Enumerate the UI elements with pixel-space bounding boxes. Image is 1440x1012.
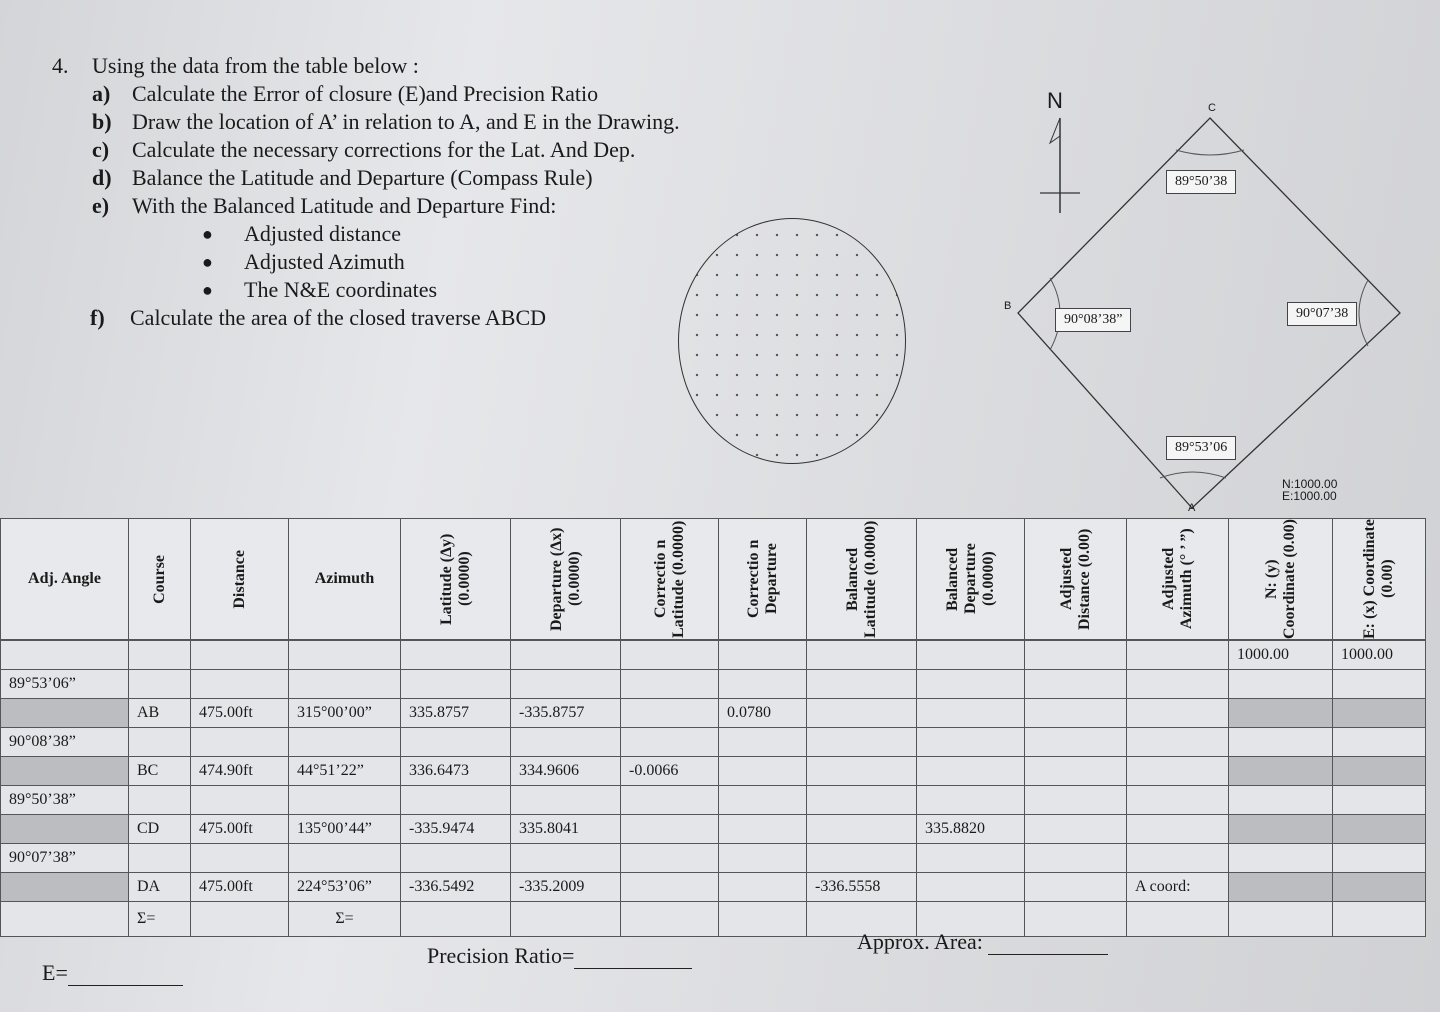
error-closure-answer xyxy=(42,960,183,986)
table-cell xyxy=(1229,757,1333,786)
header-text: Course xyxy=(150,554,168,604)
question-item xyxy=(92,108,752,136)
table-cell xyxy=(917,641,1025,670)
table-cell xyxy=(191,641,289,670)
table-cell xyxy=(401,641,511,670)
table-cell xyxy=(1,641,129,670)
lat-cell: 336.6473 xyxy=(401,757,511,786)
area-label: Approx. Area: xyxy=(857,929,983,954)
traverse-diagram xyxy=(1000,88,1420,518)
precision-blank[interactable] xyxy=(574,968,692,969)
table-cell xyxy=(1333,786,1426,815)
note-cell: A coord: xyxy=(1127,873,1229,902)
angle-arc-a xyxy=(1160,472,1226,478)
table-cell xyxy=(1229,728,1333,757)
corr_lat-cell xyxy=(621,699,719,728)
table-cell xyxy=(1127,641,1229,670)
table-cell xyxy=(289,641,401,670)
course-row xyxy=(1,699,1426,728)
table-cell xyxy=(807,844,917,873)
angle-arc-d xyxy=(1359,280,1368,346)
angle-box-a: 89°53’06 xyxy=(1166,436,1236,460)
table-cell xyxy=(1025,786,1127,815)
bal_lat-cell xyxy=(807,815,917,844)
header-text: Departure (Δx) (0.0000) xyxy=(547,527,583,631)
table-cell xyxy=(1025,728,1127,757)
table-cell xyxy=(917,786,1025,815)
table-cell xyxy=(1127,844,1229,873)
item-label: b) xyxy=(92,109,112,134)
table-cell xyxy=(289,844,401,873)
dot-grid-circle xyxy=(678,218,906,464)
lat-cell: 335.8757 xyxy=(401,699,511,728)
header-text: Distance xyxy=(230,549,248,609)
item-text: Balance the Latitude and Departure (Compass Rule) xyxy=(132,165,593,190)
header-distance xyxy=(191,519,289,640)
table-cell xyxy=(289,670,401,699)
bal_dep-cell xyxy=(917,873,1025,902)
question-item xyxy=(92,164,752,192)
distance-cell: 475.00ft xyxy=(191,699,289,728)
table-cell xyxy=(129,728,191,757)
table-cell xyxy=(1333,757,1426,786)
header-text: Adjusted Distance (0.00) xyxy=(1057,528,1093,630)
table-cell xyxy=(719,641,807,670)
item-text: Draw the location of A’ in relation to A, and E in the Drawing. xyxy=(132,109,680,134)
header-text: Correctio n Departure xyxy=(744,539,780,619)
bal_lat-cell xyxy=(807,757,917,786)
table-cell xyxy=(1025,844,1127,873)
table-cell xyxy=(917,844,1025,873)
bal_dep-cell xyxy=(917,699,1025,728)
header-text: N: (y) Coordinate (0.00) xyxy=(1262,519,1298,639)
table-cell xyxy=(807,786,917,815)
table-cell xyxy=(1333,873,1426,902)
traverse-table-wrap xyxy=(0,518,1425,938)
table-cell xyxy=(1,815,129,844)
course-row xyxy=(1,815,1426,844)
table-cell xyxy=(917,728,1025,757)
table-cell xyxy=(917,670,1025,699)
precision-label: Precision Ratio= xyxy=(427,943,575,968)
header-e-coord xyxy=(1333,519,1426,640)
header-adj-dist xyxy=(1025,519,1127,640)
table-cell xyxy=(191,844,289,873)
lat-cell: -335.9474 xyxy=(401,815,511,844)
table-cell xyxy=(807,641,917,670)
table-cell xyxy=(1025,757,1127,786)
note-cell xyxy=(1127,699,1229,728)
header-azimuth: Azimuth xyxy=(289,519,401,640)
table-cell xyxy=(401,844,511,873)
question-number: 4. xyxy=(52,53,69,78)
table-cell xyxy=(621,670,719,699)
question-item xyxy=(92,136,752,164)
item-label: d) xyxy=(92,165,112,190)
table-cell xyxy=(511,728,621,757)
azimuth-cell: 315°00’00” xyxy=(289,699,401,728)
point-a-label: A xyxy=(1188,502,1196,514)
item-text: With the Balanced Latitude and Departure Find: xyxy=(132,193,557,218)
table-cell xyxy=(1333,670,1426,699)
note-cell xyxy=(1127,815,1229,844)
table-cell xyxy=(1333,699,1426,728)
table-cell xyxy=(401,670,511,699)
header-text: Balanced Latitude (0.0000) xyxy=(843,520,879,638)
table-cell xyxy=(129,786,191,815)
e-label: E= xyxy=(42,960,68,985)
bal_dep-cell: 335.8820 xyxy=(917,815,1025,844)
header-n-coord xyxy=(1229,519,1333,640)
table-cell xyxy=(511,670,621,699)
bal_lat-cell: -336.5558 xyxy=(807,873,917,902)
azimuth-cell: 135°00’44” xyxy=(289,815,401,844)
item-label: a) xyxy=(92,81,111,106)
bullet-item xyxy=(202,248,752,276)
header-adj-angle: Adj. Angle xyxy=(1,519,129,640)
adj-angle-cell: 89°50’38” xyxy=(1,786,129,815)
corr_dep-cell xyxy=(719,873,807,902)
distance-cell: 475.00ft xyxy=(191,873,289,902)
header-bal-dep xyxy=(917,519,1025,640)
table-cell xyxy=(621,844,719,873)
header-corr-dep xyxy=(719,519,807,640)
course-row xyxy=(1,873,1426,902)
table-cell xyxy=(1127,786,1229,815)
table-cell xyxy=(621,728,719,757)
item-label: f) xyxy=(90,305,105,330)
angle-row xyxy=(1,728,1426,757)
question-item-f xyxy=(90,304,752,332)
table-cell xyxy=(1025,699,1127,728)
corr_lat-cell xyxy=(621,815,719,844)
table-cell xyxy=(719,670,807,699)
corr_dep-cell xyxy=(719,757,807,786)
start-n-label: N:1000.00 xyxy=(1282,477,1338,491)
area-answer xyxy=(857,929,1108,955)
question-item xyxy=(92,80,752,108)
azimuth-cell: 224°53’06” xyxy=(289,873,401,902)
table-cell xyxy=(1229,873,1333,902)
table-cell xyxy=(1229,699,1333,728)
header-departure xyxy=(511,519,621,640)
e-blank[interactable] xyxy=(68,985,183,986)
table-cell xyxy=(191,728,289,757)
start-e-label: E:1000.00 xyxy=(1282,489,1337,503)
table-cell xyxy=(1,699,129,728)
point-c-label: C xyxy=(1208,102,1216,114)
table-cell xyxy=(807,670,917,699)
table-cell xyxy=(1333,844,1426,873)
table-cell xyxy=(129,641,191,670)
table-cell xyxy=(719,728,807,757)
table-cell xyxy=(1025,815,1127,844)
table-cell xyxy=(1229,844,1333,873)
start-coord-label xyxy=(1282,478,1337,502)
question-title xyxy=(52,52,752,80)
corr_dep-cell xyxy=(719,815,807,844)
header-latitude xyxy=(401,519,511,640)
adj-angle-cell: 90°08’38” xyxy=(1,728,129,757)
item-text: Calculate the necessary corrections for the Lat. And Dep. xyxy=(132,137,636,162)
table-cell xyxy=(719,844,807,873)
corr_lat-cell: -0.0066 xyxy=(621,757,719,786)
course-row xyxy=(1,757,1426,786)
table-cell xyxy=(511,641,621,670)
item-text: Calculate the area of the closed traverse ABCD xyxy=(130,305,547,330)
item-text: Calculate the Error of closure (E)and Precision Ratio xyxy=(132,81,599,106)
bal_lat-cell xyxy=(807,699,917,728)
sigma-azimuth-cell: Σ= xyxy=(289,902,401,937)
table-cell xyxy=(191,670,289,699)
bullet-item xyxy=(202,276,752,304)
header-adj-az xyxy=(1127,519,1229,640)
adj-angle-cell: 89°53’06” xyxy=(1,670,129,699)
table-cell xyxy=(621,641,719,670)
item-label: c) xyxy=(92,137,110,162)
angle-box-b: 90°08’38” xyxy=(1055,308,1131,332)
table-cell xyxy=(719,786,807,815)
answer-footer xyxy=(0,925,1440,1005)
header-text: Correctio n Latitude (0.0000) xyxy=(651,520,687,638)
bullet-icon: ● xyxy=(202,224,213,244)
distance-cell: 475.00ft xyxy=(191,815,289,844)
sigma-course-cell: Σ= xyxy=(129,902,191,937)
start-coord-row xyxy=(1,641,1426,670)
dep-cell: 335.8041 xyxy=(511,815,621,844)
table-cell xyxy=(289,728,401,757)
question-title-text: Using the data from the table below : xyxy=(92,53,419,78)
header-corr-lat xyxy=(621,519,719,640)
question-item xyxy=(92,192,752,220)
bullet-text: The N&E coordinates xyxy=(244,277,438,302)
bullet-text: Adjusted distance xyxy=(244,221,402,246)
traverse-body xyxy=(0,640,1426,937)
table-cell xyxy=(511,786,621,815)
course-cell: DA xyxy=(129,873,191,902)
bullet-text: Adjusted Azimuth xyxy=(244,249,405,274)
header-bal-lat xyxy=(807,519,917,640)
table-cell xyxy=(129,670,191,699)
start-n-cell: 1000.00 xyxy=(1229,641,1333,670)
table-cell xyxy=(1333,728,1426,757)
table-cell xyxy=(1333,815,1426,844)
bullet-icon: ● xyxy=(202,280,213,300)
table-cell xyxy=(1127,670,1229,699)
header-text: Balanced Departure (0.0000) xyxy=(943,543,997,615)
bullet-item xyxy=(202,220,752,248)
bullet-icon: ● xyxy=(202,252,213,272)
table-cell xyxy=(1025,873,1127,902)
azimuth-cell: 44°51’22” xyxy=(289,757,401,786)
dep-cell: 334.9606 xyxy=(511,757,621,786)
lat-cell: -336.5492 xyxy=(401,873,511,902)
angle-arc-c xyxy=(1176,150,1244,155)
distance-cell: 474.90ft xyxy=(191,757,289,786)
table-cell xyxy=(621,786,719,815)
angle-row xyxy=(1,844,1426,873)
item-label: e) xyxy=(92,193,110,218)
course-cell: CD xyxy=(129,815,191,844)
angle-box-c: 89°50’38 xyxy=(1166,170,1236,194)
precision-answer xyxy=(427,943,692,969)
traverse-table xyxy=(0,518,1426,640)
table-cell xyxy=(401,728,511,757)
area-blank[interactable] xyxy=(988,954,1108,955)
table-cell xyxy=(401,786,511,815)
north-label: N xyxy=(1047,88,1063,113)
table-cell xyxy=(129,844,191,873)
table-cell xyxy=(1229,670,1333,699)
table-cell xyxy=(289,786,401,815)
table-cell xyxy=(1229,786,1333,815)
table-cell xyxy=(1,757,129,786)
course-cell: AB xyxy=(129,699,191,728)
course-cell: BC xyxy=(129,757,191,786)
dep-cell: -335.8757 xyxy=(511,699,621,728)
dep-cell: -335.2009 xyxy=(511,873,621,902)
angle-box-d: 90°07’38 xyxy=(1287,302,1357,326)
point-b-label: B xyxy=(1004,300,1012,312)
table-cell xyxy=(1127,728,1229,757)
corr_lat-cell xyxy=(621,873,719,902)
corr_dep-cell: 0.0780 xyxy=(719,699,807,728)
table-cell xyxy=(1229,815,1333,844)
table-cell xyxy=(807,728,917,757)
north-arrow-head xyxy=(1050,118,1060,143)
table-cell xyxy=(1,873,129,902)
table-cell xyxy=(1025,670,1127,699)
adj-angle-cell: 90°07’38” xyxy=(1,844,129,873)
note-cell xyxy=(1127,757,1229,786)
header-text: E: (x) Coordinate (0.00) xyxy=(1361,519,1396,639)
header-text: Adjusted Azimuth (° ’ ”) xyxy=(1159,528,1195,630)
header-course xyxy=(129,519,191,640)
bal_dep-cell xyxy=(917,757,1025,786)
header-text: Latitude (Δy) (0.0000) xyxy=(437,533,473,625)
angle-row xyxy=(1,670,1426,699)
header-row xyxy=(1,519,1426,640)
table-cell xyxy=(1025,641,1127,670)
table-cell xyxy=(191,786,289,815)
angle-row xyxy=(1,786,1426,815)
table-cell xyxy=(511,844,621,873)
question-block xyxy=(52,52,752,332)
start-e-cell: 1000.00 xyxy=(1333,641,1426,670)
